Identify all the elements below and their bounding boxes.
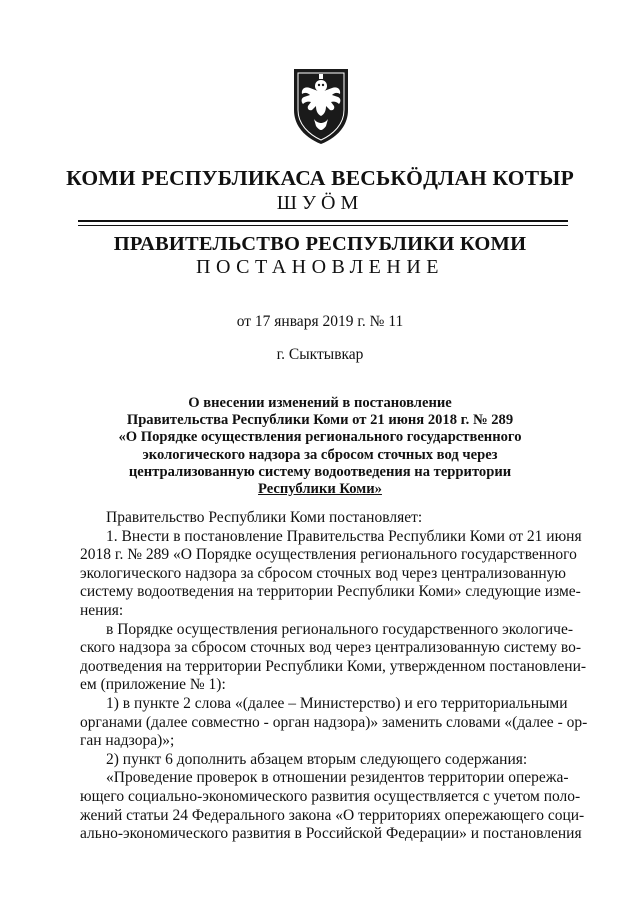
body-line: Правительство Республики Коми постановляет: xyxy=(106,509,423,526)
body-line: экологического надзора за сбросом сточных вод через централизованную xyxy=(80,564,567,582)
document-date-number: от 17 января 2019 г. № 11 xyxy=(236,313,404,330)
russian-document-type: ПОСТАНОВЛЕНИЕ xyxy=(196,256,444,278)
body-line: органами (далее совместно - орган надзора)» заменить словами «(далее - ор- xyxy=(80,713,588,731)
document-subject xyxy=(90,395,550,498)
body-line: ган надзора)»; xyxy=(80,732,175,750)
komi-government-title: КОМИ РЕСПУБЛИКАСА ВЕСЬКӦДЛАН КОТЫР xyxy=(66,166,574,190)
document-body xyxy=(80,509,588,844)
subject-line: экологического надзора за сбросом сточных вод через xyxy=(142,446,498,463)
body-line: жений статьи 24 Федерального закона «О территориях опережающего соци- xyxy=(80,806,585,824)
subject-line: централизованную систему водоотведения на территории xyxy=(128,463,512,480)
body-line: ющего социально-экономического развития осуществляется с учетом поло- xyxy=(80,787,581,805)
russian-government-title: ПРАВИТЕЛЬСТВО РЕСПУБЛИКИ КОМИ xyxy=(113,233,527,255)
body-line: в Порядке осуществления регионального государственного экологиче- xyxy=(106,620,574,638)
komi-document-type: ШУӦМ xyxy=(276,192,364,214)
body-line: 2) пункт 6 дополнить абзацем вторым следующего содержания: xyxy=(106,750,528,768)
body-line: систему водоотведения на территории Республики Коми» следующие изме- xyxy=(80,583,581,601)
subject-line: Правительства Республики Коми от 21 июня 2018 г. № 289 xyxy=(126,412,514,429)
subject-line: «О Порядке осуществления регионального государственного xyxy=(118,429,522,446)
body-line: нения: xyxy=(80,601,124,619)
header-rule-thick xyxy=(78,220,568,222)
document-city: г. Сыктывкар xyxy=(276,346,364,363)
body-line: ально-экономического развития в Российской Федерации» и постановления xyxy=(80,825,582,843)
subject-line: О внесении изменений в постановление xyxy=(188,395,452,411)
body-line: 2018 г. № 289 «О Порядке осуществления регионального государственного xyxy=(80,546,577,564)
body-line: ского надзора за сбросом сточных вод через централизованную систему во- xyxy=(80,639,582,657)
body-line: «Проведение проверок в отношении резидентов территории опережа- xyxy=(106,769,569,787)
body-line: 1. Внести в постановление Правительства Республики Коми от 21 июня xyxy=(106,527,582,545)
body-line: 1) в пункте 2 слова «(далее – Министерство) и его территориальными xyxy=(106,694,568,712)
body-line: ем (приложение № 1): xyxy=(80,676,226,694)
subject-line: Республики Коми» xyxy=(258,481,382,498)
coat-of-arms-emblem-icon xyxy=(290,66,352,146)
body-line: доотведения на территории Республики Коми, утвержденном постановлени- xyxy=(80,657,587,675)
header-rule-thin xyxy=(78,225,568,226)
